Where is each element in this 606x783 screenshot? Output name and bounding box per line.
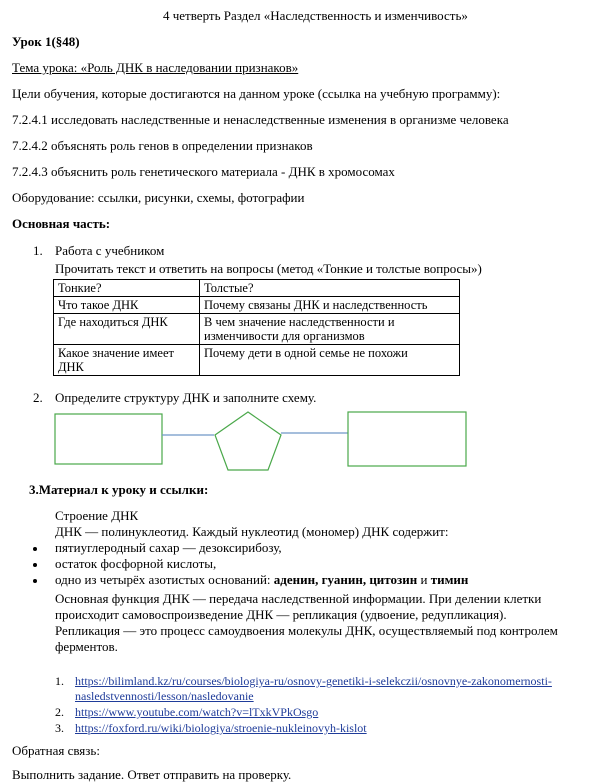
page-header: 4 четверть Раздел «Наследственность и изменчивость» — [163, 8, 468, 23]
link-number: 3. — [55, 721, 64, 735]
bases-list: аденин, гуанин, цитозин — [273, 572, 418, 587]
dna-intro: ДНК — полинуклеотид. Каждый нуклеотид (мономер) ДНК содержит: — [55, 524, 449, 539]
task1-title: Работа с учебником — [55, 243, 165, 258]
table-cell: Какое значение имеет ДНК — [54, 345, 200, 376]
scheme-box-left — [55, 414, 162, 464]
equipment: Оборудование: ссылки, рисунки, схемы, фотографии — [12, 190, 305, 205]
link-number: 1. — [55, 674, 64, 688]
bullet-item: пятиуглеродный сахар — дезоксирибозу, — [55, 540, 282, 555]
lesson-topic: Тема урока: «Роль ДНК в наследовании признаков» — [12, 60, 299, 75]
table-row — [54, 345, 460, 376]
table-header-row — [54, 280, 460, 297]
dna-scheme-diagram — [0, 404, 606, 476]
bullet-item: остаток фосфорной кислоты, — [55, 556, 217, 571]
bases-and: и — [417, 572, 431, 587]
link-number: 2. — [55, 705, 64, 719]
dna-structure-title: Строение ДНК — [55, 508, 139, 523]
scheme-box-right — [348, 412, 466, 466]
table-cell: В чем значение наследственности и изменчивости для организмов — [200, 314, 460, 345]
task1-number: 1. — [33, 243, 43, 258]
bullet-item-bases — [55, 572, 468, 588]
bases-last: тимин — [430, 572, 469, 587]
link-bilimland-cont[interactable]: nasledstvennosti/lesson/nasledovanie — [75, 689, 254, 703]
table-cell: Почему дети в одной семье не похожи — [200, 345, 460, 376]
section3-heading: 3.Материал к уроку и ссылки: — [29, 482, 209, 497]
bases-prefix: одно из четырёх азотистых оснований: — [55, 572, 274, 587]
table-header: Толстые? — [200, 280, 460, 297]
lesson-number: Урок 1(§48) — [12, 34, 80, 49]
goal-item: 7.2.4.1 исследовать наследственные и ненаследственные изменения в организме человека — [12, 112, 509, 127]
bullet-dot — [33, 579, 37, 583]
link-foxford[interactable]: https://foxford.ru/wiki/biologiya/stroenie-nukleinovyh-kislot — [75, 721, 367, 735]
main-heading: Основная часть: — [12, 216, 111, 231]
goal-item: 7.2.4.2 объяснять роль генов в определении признаков — [12, 138, 313, 153]
goal-item: 7.2.4.3 объяснить роль генетического материала - ДНК в хромосомах — [12, 164, 395, 179]
table-cell: Где находиться ДНК — [54, 314, 200, 345]
table-row — [54, 297, 460, 314]
task2-text: Определите структуру ДНК и заполните схему. — [55, 390, 317, 405]
feedback-label: Обратная связь: — [12, 743, 100, 758]
link-youtube[interactable]: https://www.youtube.com/watch?v=lTxkVPkOsgo — [75, 705, 319, 719]
bullet-dot — [33, 563, 37, 567]
scheme-pentagon — [215, 412, 281, 470]
task1-instruction: Прочитать текст и ответить на вопросы (метод «Тонкие и толстые вопросы») — [55, 261, 482, 276]
paragraph-line: ферментов. — [55, 639, 118, 654]
link-bilimland[interactable]: https://bilimland.kz/ru/courses/biologiya-ru/osnovy-genetiki-i-selekczii/osnovnye-zakonomernosti- — [75, 674, 552, 688]
bullet-dot — [33, 547, 37, 551]
task2-number: 2. — [33, 390, 43, 405]
goals-intro: Цели обучения, которые достигаются на данном уроке (ссылка на учебную программу): — [12, 86, 501, 101]
paragraph-line: Репликация — это процесс самоудвоения молекулы ДНК, осуществляемый под контролем — [55, 623, 558, 638]
questions-table — [53, 279, 460, 376]
table-cell: Почему связаны ДНК и наследственность — [200, 297, 460, 314]
paragraph-line: Основная функция ДНК — передача наследственной информации. При делении клетки — [55, 591, 542, 606]
table-header: Тонкие? — [54, 280, 200, 297]
table-cell: Что такое ДНК — [54, 297, 200, 314]
footer-cut-text: Выполнить задание. Ответ отправить на проверку. — [12, 767, 292, 782]
table-row — [54, 314, 460, 345]
paragraph-line: происходит самовоспроизведение ДНК — репликация (удвоение, редупликация). — [55, 607, 507, 622]
